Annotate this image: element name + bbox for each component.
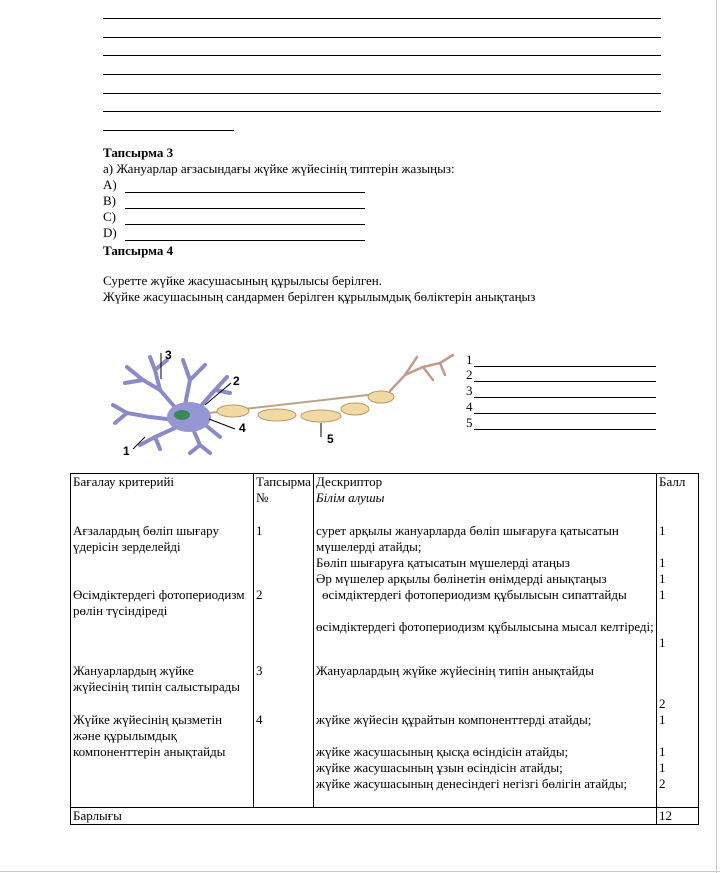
answer-number: 2 [466,367,473,382]
table-total-row [71,808,699,825]
table-header-row [71,474,699,523]
score-cell: 1 [657,712,699,744]
descriptor-cell: жүйке жасушасының ұзын өсіндісін атайды; [314,760,657,776]
total-label: Барлығы [71,808,657,825]
header-task: Тапсырма № [254,474,314,523]
task-cell [254,555,314,571]
dendrites [113,357,230,453]
criteria-cell [71,776,254,808]
writing-line [103,55,661,56]
figure-label-4: 4 [239,421,246,435]
score-cell: 2 [657,663,699,712]
figure-label-1: 1 [123,444,130,457]
answer-number: 5 [466,415,473,430]
criteria-cell: Ағзалардың бөліп шығару үдерісін зерделейді [71,523,254,555]
criteria-cell [71,571,254,587]
task3-option-d: D) [103,225,117,240]
answer-line [474,429,656,430]
header-score: Балл [657,474,699,523]
total-score: 12 [657,808,699,825]
score-cell: 2 [657,776,699,808]
task3-question: а) Жануарлар ағзасындағы жүйке жүйесінің типтерін жазыңыз: [103,161,455,176]
writing-line [103,93,661,94]
writing-line [103,130,234,131]
header-descriptor-label: Дескриптор [316,474,383,489]
answer-number: 1 [466,352,473,367]
task3-answer-line-b [125,208,365,209]
task3-option-b: B) [103,193,116,208]
task-cell: 2 [254,587,314,619]
writing-line [103,111,661,112]
nucleus [174,410,190,420]
task3-answer-line-a [125,192,365,193]
criteria-cell: Өсімдіктердегі фотопериодизм рөлін түсіндіреді [71,587,254,663]
page-edge-right [716,0,717,873]
score-cell: 1 [657,760,699,776]
task-cell: 1 [254,523,314,555]
axon [209,391,394,422]
task4-line1: Суретте жүйке жасушасының құрылысы берілген. [103,273,382,288]
task3-title: Тапсырма 3 [103,145,174,160]
table-row [71,587,699,619]
writing-line [103,18,661,19]
task-cell [254,776,314,808]
answer-line [474,366,656,367]
descriptor-cell: Жануарлардың жүйке жүйесінің типін анықтайды [314,663,657,712]
answer-number: 3 [466,383,473,398]
criteria-cell [71,555,254,571]
task-cell [254,760,314,776]
descriptor-cell: өсімдіктердегі фотопериодизм құбылысын сипаттайды [314,587,657,619]
score-cell: 1 [657,744,699,760]
task-cell [254,619,314,663]
task-cell [254,744,314,760]
table-row [71,523,699,555]
criteria-cell: Жануарлардың жүйке жүйесінің типін салыстырады [71,663,254,712]
writing-line [103,37,661,38]
header-descriptor [314,474,657,523]
score-cell: 1 [657,587,699,619]
score-cell: 1 [657,555,699,571]
table-row [71,555,699,571]
writing-line [103,74,661,75]
table-row [71,663,699,712]
task3-answer-line-d [125,240,365,241]
table-row [71,712,699,744]
task3-answer-line-c [125,224,365,225]
figure-label-2: 2 [233,374,240,388]
task3-option-c: C) [103,209,116,224]
answer-number: 4 [466,399,473,414]
criteria-cell: Жүйке жүйесінің қызметін және құрылымдық компоненттерін анықтайды [71,712,254,776]
answer-line [474,397,656,398]
score-cell: 1 [657,571,699,587]
descriptor-cell: Әр мүшелер арқылы бөлінетін өнімдерді анықтаңыз [314,571,657,587]
task-cell: 4 [254,712,314,744]
task4-title: Тапсырма 4 [103,243,174,258]
assessment-table [70,473,699,825]
descriptor-cell: жүйке жасушасының қысқа өсіндісін атайды; [314,744,657,760]
descriptor-cell: өсімдіктердегі фотопериодизм құбылысына мысал келтіреді; [314,619,657,663]
axon-terminals [390,355,453,391]
task-cell [254,571,314,587]
descriptor-cell: жүйке жасушасының денесіндегі негізгі бөлігін атайды; [314,776,657,808]
task-cell: 3 [254,663,314,712]
descriptor-cell: Бөліп шығаруға қатысатын мүшелерді атаңыз [314,555,657,571]
answer-line [474,413,656,414]
score-cell: 1 [657,619,699,663]
table-row [71,776,699,808]
table-row [71,571,699,587]
descriptor-cell: сурет арқылы жануарларда бөліп шығаруға қатысатын мүшелерді атайды; [314,523,657,555]
figure-label-3: 3 [165,348,172,362]
descriptor-cell: жүйке жүйесін құрайтын компоненттерді атайды; [314,712,657,744]
answer-line [474,381,656,382]
page-edge-bottom [0,871,720,872]
score-cell: 1 [657,523,699,555]
neuron-diagram [105,345,465,457]
task3-option-a: A) [103,177,117,192]
task4-line2: Жүйке жасушасының сандармен берілген құрылымдық бөліктерін анықтаңыз [103,289,536,304]
header-criteria: Бағалау критерийі [71,474,254,523]
figure-label-5: 5 [327,432,334,446]
header-descriptor-sub: Білім алушы [316,490,385,505]
